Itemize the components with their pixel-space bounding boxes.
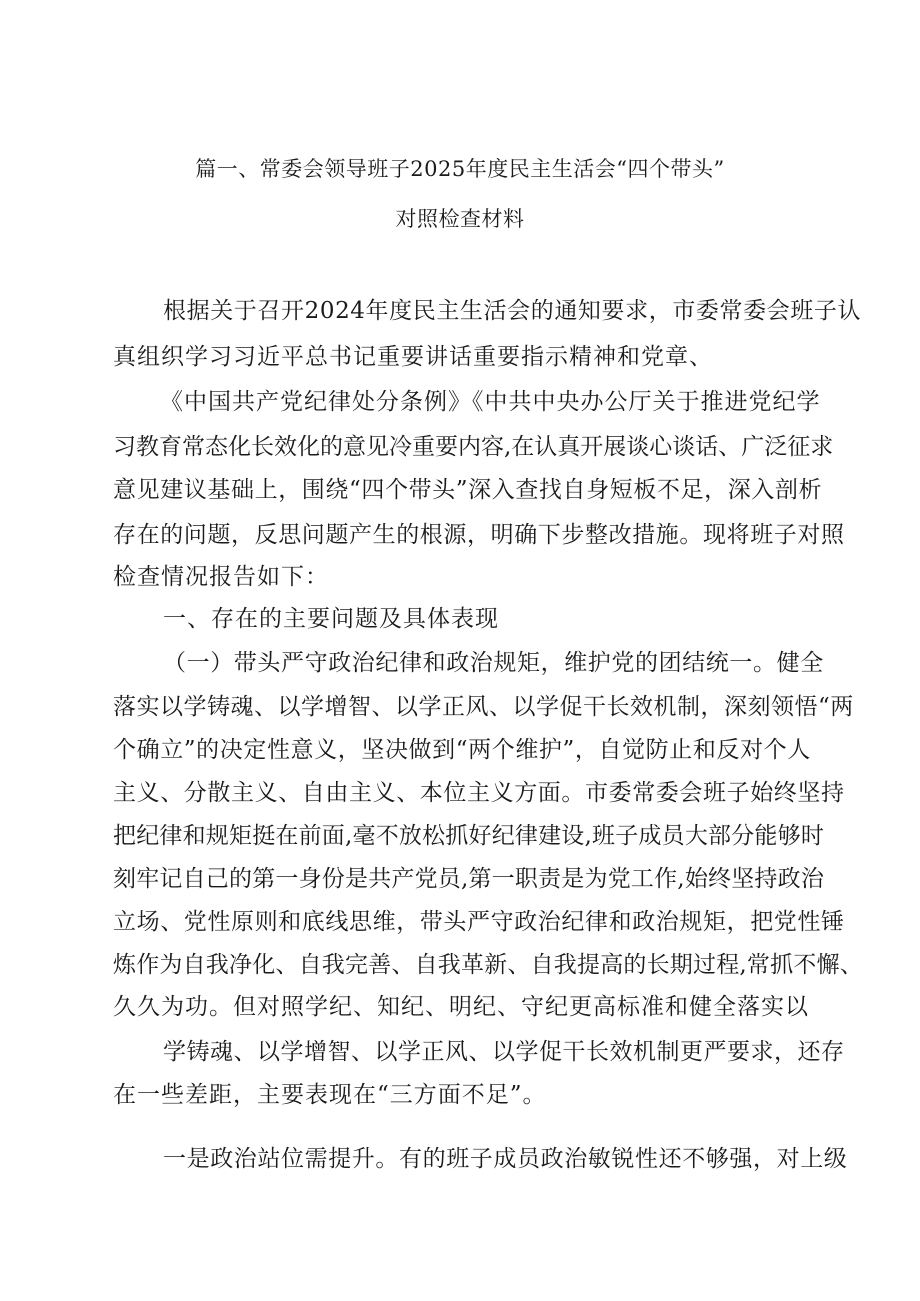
section-heading: 一、存在的主要问题及具体表现 bbox=[163, 606, 499, 632]
paragraph-line: 炼作为自我净化、自我完善、自我革新、自我提高的长期过程,常抓不懈、 bbox=[113, 952, 863, 978]
paragraph-line: 存在的问题，反思问题产生的根源，明确下步整改措施。现将班子对照 bbox=[113, 522, 845, 548]
paragraph-line: 根据关于召开2024年度民主生活会的通知要求，市委常委会班子认 bbox=[163, 298, 862, 324]
paragraph-line: 真组织学习习近平总书记重要讲话重要指示精神和党章、 bbox=[113, 344, 713, 370]
document-title-line-2: 对照检查材料 bbox=[395, 207, 525, 231]
paragraph-line: 刻牢记自己的第一身份是共产党员,第一职责是为党工作,始终坚持政治 bbox=[113, 866, 825, 892]
paragraph-line: 学铸魂、以学增智、以学正风、以学促干长效机制更严要求，还存 bbox=[163, 1039, 845, 1065]
paragraph-line: 《中国共产党纪律处分条例》《中共中央办公厅关于推进党纪学 bbox=[160, 389, 821, 415]
paragraph-line: 意见建议基础上，围绕“四个带头”深入查找自身短板不足，深入剖析 bbox=[113, 477, 823, 503]
document-title-line-1: 篇一、常委会领导班子2025年度民主生活会“四个带头” bbox=[195, 157, 725, 181]
paragraph-line: 落实以学铸魂、以学增智、以学正风、以学促干长效机制，深刻领悟“两 bbox=[113, 694, 854, 720]
paragraph-line: 立场、党性原则和底线思维，带头严守政治纪律和政治规矩，把党性锤 bbox=[113, 909, 845, 935]
paragraph-line: 一是政治站位需提升。有的班子成员政治敏锐性还不够强，对上级 bbox=[163, 1146, 848, 1172]
paragraph-line: 习教育常态化长效化的意见冷重要内容,在认真开展谈心谈话、广泛征求 bbox=[113, 434, 834, 460]
paragraph-line: 个确立”的决定性意义，坚决做到“两个维护”，自觉防止和反对个人 bbox=[113, 737, 811, 763]
paragraph-line: 把纪律和规矩挺在前面,毫不放松抓好纪律建设,班子成员大部分能够时 bbox=[113, 823, 825, 849]
paragraph-line: 在一些差距，主要表现在“三方面不足”。 bbox=[113, 1082, 547, 1108]
subsection-heading: （一）带头严守政治纪律和政治规矩，维护党的团结统一。健全 bbox=[163, 650, 824, 676]
paragraph-line: 久久为功。但对照学纪、知纪、明纪、守纪更高标准和健全落实以 bbox=[113, 994, 809, 1020]
paragraph-line: 检查情况报告如下： bbox=[113, 564, 329, 590]
paragraph-line: 主义、分散主义、自由主义、本位主义方面。市委常委会班子始终坚持 bbox=[113, 780, 845, 806]
